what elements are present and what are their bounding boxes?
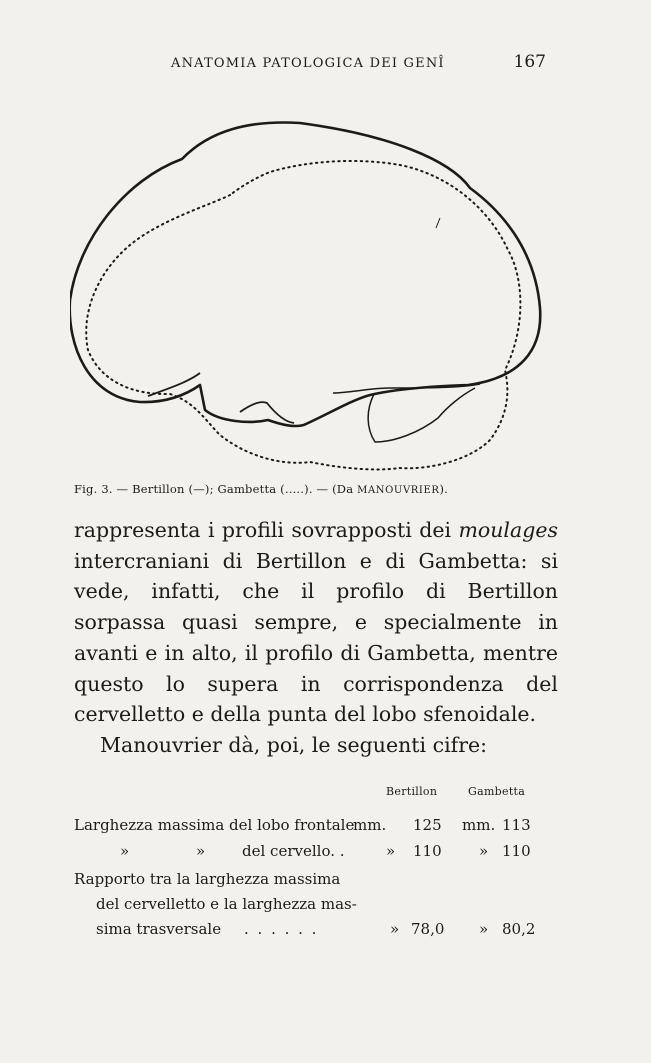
table-row xyxy=(74,842,534,866)
table-row xyxy=(74,870,534,894)
body-paragraph xyxy=(74,515,558,730)
brain-profile-figure xyxy=(70,110,550,480)
italic-term: moulages xyxy=(458,518,558,542)
ditto-mark: » xyxy=(196,842,206,860)
ditto-mark: » xyxy=(479,842,489,860)
bertillon-profile-outline xyxy=(70,122,540,426)
running-title: ANATOMIA PATOLOGICA DEI GENÎ xyxy=(171,56,445,71)
table-row xyxy=(74,895,534,919)
leader-dots: . . . . . . xyxy=(244,920,319,938)
unit-bertillon: mm. xyxy=(353,816,387,834)
table-row xyxy=(74,816,534,840)
caption-end: ). xyxy=(439,482,449,496)
table-intro: Manouvrier dà, poi, le seguenti cifre: xyxy=(100,733,488,757)
ditto-mark: » xyxy=(120,842,130,860)
column-header-bertillon: Bertillon xyxy=(386,785,438,798)
value-bertillon: 78,0 xyxy=(411,920,445,938)
value-bertillon: 125 xyxy=(413,816,442,834)
row-label: Rapporto tra la larghezza massima xyxy=(74,870,341,888)
gambetta-profile-outline xyxy=(86,161,520,469)
paragraph-text-end: intercraniani di Bertillon e di Gambetta: si vede, infatti, che il profilo di Bertillon sorpassa quasi sempre, e specialmente in avanti e in alto, il profilo di Gambetta, mentre questo lo supera in corrispondenza del cervelletto e della punta del lobo sfenoidale. xyxy=(74,548,558,727)
paragraph-text-start: rappresenta i profili sovrapposti dei xyxy=(74,518,459,542)
value-gambetta: 80,2 xyxy=(502,920,536,938)
ditto-mark: » xyxy=(390,920,400,938)
unit-gambetta: mm. xyxy=(462,816,496,834)
ditto-mark: » xyxy=(479,920,489,938)
row-label: sima trasversale xyxy=(96,920,222,938)
running-head xyxy=(171,52,546,72)
table-row xyxy=(74,920,534,944)
column-header-gambetta: Gambetta xyxy=(468,785,526,798)
row-label: del cervello. . xyxy=(242,842,345,860)
brain-profile-drawing xyxy=(70,110,550,480)
value-bertillon: 110 xyxy=(413,842,442,860)
lobe-junction-lines xyxy=(333,384,480,442)
row-label: del cervelletto e la larghezza mas- xyxy=(96,895,357,913)
value-gambetta: 113 xyxy=(502,816,531,834)
gambetta-small-mark xyxy=(436,218,440,228)
caption-text: Fig. 3. — Bertillon (—); Gambetta (.....). — (Da xyxy=(74,482,358,496)
ditto-mark: » xyxy=(386,842,396,860)
value-gambetta: 110 xyxy=(502,842,531,860)
caption-author: MANOUVRIER xyxy=(357,485,440,496)
page-number: 167 xyxy=(513,52,546,72)
row-label: Larghezza massima del lobo frontale xyxy=(74,816,355,834)
figure-caption xyxy=(74,482,554,496)
